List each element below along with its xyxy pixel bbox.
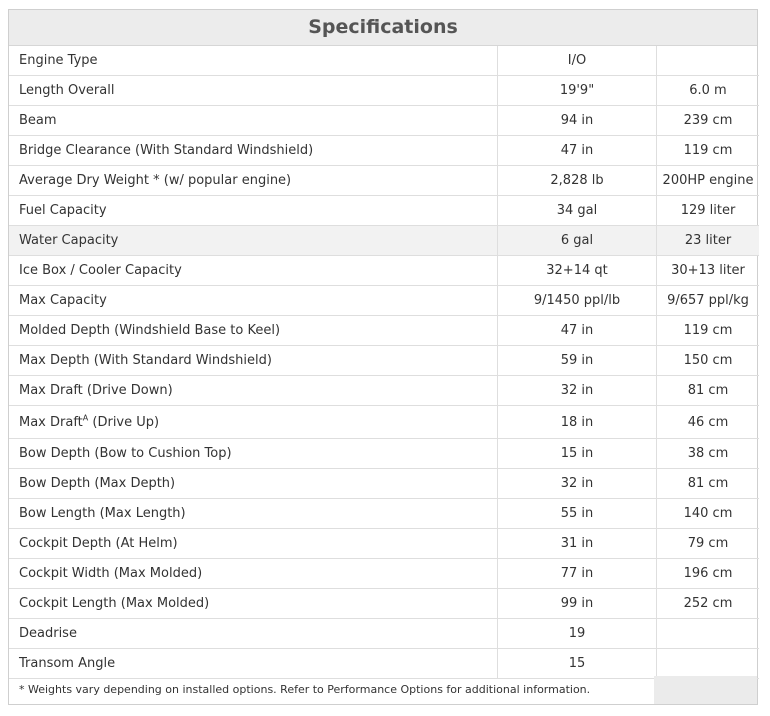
table-row: [9, 469, 759, 499]
spec-value-metric: 30+13 liter: [657, 256, 760, 286]
spec-value-imperial: 47 in: [498, 316, 657, 346]
table-row: [9, 46, 759, 76]
spec-value-metric: 196 cm: [657, 559, 760, 589]
specifications-title: Specifications: [9, 10, 757, 46]
table-row: [9, 226, 759, 256]
spec-value-metric: 119 cm: [657, 316, 760, 346]
spec-value-imperial: 47 in: [498, 136, 657, 166]
spec-value-imperial: 59 in: [498, 346, 657, 376]
table-row: [9, 499, 759, 529]
spec-value-imperial: 9/1450 ppl/lb: [498, 286, 657, 316]
spec-value-metric: 38 cm: [657, 439, 760, 469]
spec-value-imperial: 18 in: [498, 406, 657, 439]
spec-value-imperial: 31 in: [498, 529, 657, 559]
spec-label: Bridge Clearance (With Standard Windshield): [9, 136, 498, 166]
spec-value-metric: 6.0 m: [657, 76, 760, 106]
spec-value-imperial: 6 gal: [498, 226, 657, 256]
spec-label: Max Capacity: [9, 286, 498, 316]
footnote-marker: A: [82, 413, 89, 423]
spec-value-imperial: 99 in: [498, 589, 657, 619]
spec-value-metric: [657, 649, 760, 679]
table-row: [9, 76, 759, 106]
spec-value-metric: 119 cm: [657, 136, 760, 166]
spec-label: Length Overall: [9, 76, 498, 106]
spec-label: Deadrise: [9, 619, 498, 649]
spec-label: Bow Depth (Bow to Cushion Top): [9, 439, 498, 469]
spec-value-imperial: 32+14 qt: [498, 256, 657, 286]
table-row: [9, 439, 759, 469]
table-row: [9, 559, 759, 589]
table-row: [9, 376, 759, 406]
spec-value-metric: 79 cm: [657, 529, 760, 559]
spec-label: Molded Depth (Windshield Base to Keel): [9, 316, 498, 346]
spec-value-imperial: 34 gal: [498, 196, 657, 226]
spec-label: Average Dry Weight * (w/ popular engine): [9, 166, 498, 196]
table-row: [9, 106, 759, 136]
spec-value-imperial: 55 in: [498, 499, 657, 529]
spec-value-imperial: 2,828 lb: [498, 166, 657, 196]
spec-label: Bow Length (Max Length): [9, 499, 498, 529]
spec-value-metric: 23 liter: [657, 226, 760, 256]
table-row: [9, 619, 759, 649]
spec-value-metric: 252 cm: [657, 589, 760, 619]
table-row: [9, 589, 759, 619]
footnote-row: [9, 676, 757, 704]
spec-value-metric: [657, 46, 760, 76]
spec-label: Water Capacity: [9, 226, 498, 256]
spec-value-metric: 129 liter: [657, 196, 760, 226]
spec-value-imperial: 32 in: [498, 469, 657, 499]
spec-label: Max Depth (With Standard Windshield): [9, 346, 498, 376]
spec-value-metric: 81 cm: [657, 469, 760, 499]
spec-label: Engine Type: [9, 46, 498, 76]
spec-value-imperial: 19: [498, 619, 657, 649]
table-row: [9, 529, 759, 559]
spec-value-metric: 9/657 ppl/kg: [657, 286, 760, 316]
specifications-table: [9, 46, 759, 679]
spec-value-metric: [657, 619, 760, 649]
table-row: [9, 166, 759, 196]
footnote-filler: [654, 676, 757, 704]
spec-value-metric: 150 cm: [657, 346, 760, 376]
spec-label: Bow Depth (Max Depth): [9, 469, 498, 499]
spec-label: Max Draft (Drive Down): [9, 376, 498, 406]
spec-value-imperial: I/O: [498, 46, 657, 76]
spec-value-metric: 140 cm: [657, 499, 760, 529]
spec-label: Transom Angle: [9, 649, 498, 679]
spec-label-rest: (Drive Up): [88, 414, 160, 430]
spec-label: Ice Box / Cooler Capacity: [9, 256, 498, 286]
spec-label: Fuel Capacity: [9, 196, 498, 226]
spec-label: Cockpit Width (Max Molded): [9, 559, 498, 589]
spec-value-imperial: 94 in: [498, 106, 657, 136]
spec-value-metric: 46 cm: [657, 406, 760, 439]
spec-value-imperial: 32 in: [498, 376, 657, 406]
spec-value-imperial: 15 in: [498, 439, 657, 469]
spec-value-imperial: 15: [498, 649, 657, 679]
spec-value-metric: 200HP engine: [657, 166, 760, 196]
spec-label: Cockpit Depth (At Helm): [9, 529, 498, 559]
specifications-panel: [8, 9, 758, 705]
spec-value-metric: 81 cm: [657, 376, 760, 406]
table-row: [9, 286, 759, 316]
table-row: [9, 346, 759, 376]
spec-label-main: Max Draft: [19, 414, 83, 430]
spec-label: [9, 406, 498, 439]
table-row: [9, 316, 759, 346]
spec-value-imperial: 19'9": [498, 76, 657, 106]
spec-value-imperial: 77 in: [498, 559, 657, 589]
footnote-text: * Weights vary depending on installed options. Refer to Performance Options for additional information.: [19, 683, 591, 696]
table-row: [9, 406, 759, 439]
table-row: [9, 649, 759, 679]
spec-label: Beam: [9, 106, 498, 136]
spec-label: Cockpit Length (Max Molded): [9, 589, 498, 619]
table-row: [9, 196, 759, 226]
table-row: [9, 256, 759, 286]
table-row: [9, 136, 759, 166]
spec-value-metric: 239 cm: [657, 106, 760, 136]
